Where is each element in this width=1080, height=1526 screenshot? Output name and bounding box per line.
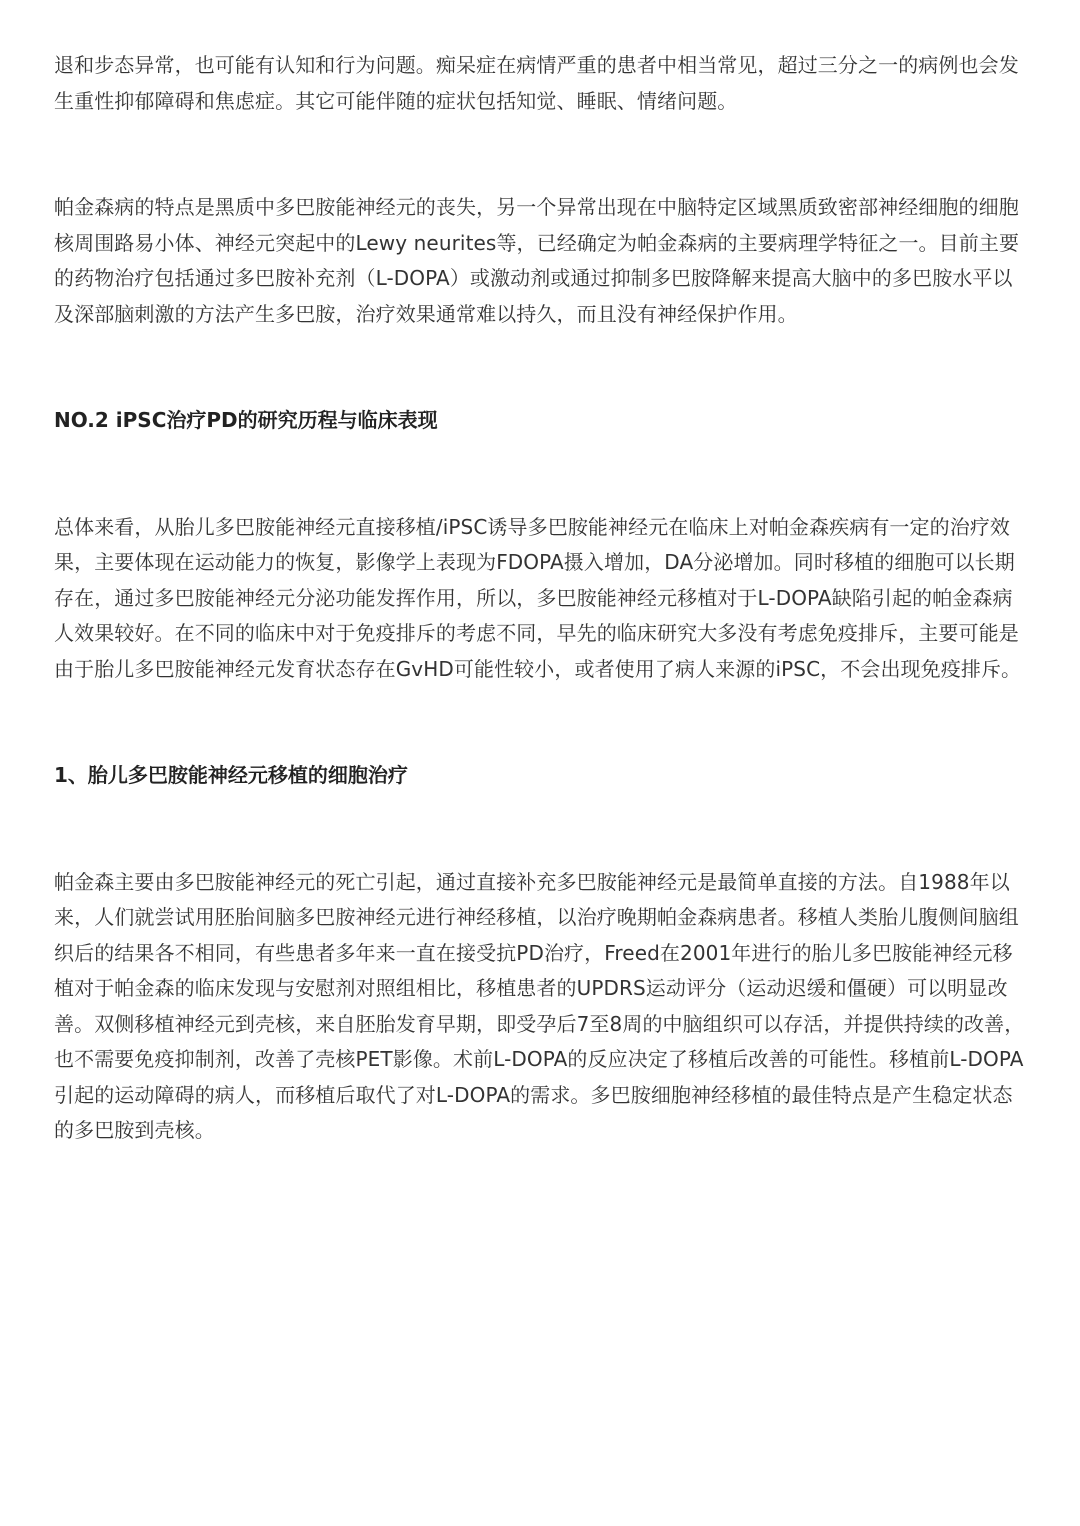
- section-heading-ipsc-history: NO.2 iPSC治疗PD的研究历程与临床表现: [54, 408, 438, 432]
- paragraph-spacer: [54, 119, 1030, 190]
- paragraph-pathology: 帕金森病的特点是黑质中多巴胺能神经元的丧失，另一个异常出现在中脑特定区域黑质致密部神经细胞的细胞核周围路易小体、神经元突起中的Lewy neurites等，已经确定为帕金森病的主要病理学特征之一。目前主要的药物治疗包括通过多巴胺补充剂（L-DOPA）或激动剂或通过抑制多巴胺降解来提高大脑中的多巴胺水平以及深部脑刺激的方法产生多巴胺，治疗效果通常难以持久，而且没有神经保护作用。: [54, 195, 1020, 326]
- paragraph-spacer: [54, 439, 1030, 510]
- paragraph-spacer: [54, 332, 1030, 403]
- paragraph-spacer: [54, 794, 1030, 865]
- paragraph-spacer: [54, 687, 1030, 758]
- paragraph-overview: 总体来看，从胎儿多巴胺能神经元直接移植/iPSC诱导多巴胺能神经元在临床上对帕金森疾病有一定的治疗效果，主要体现在运动能力的恢复，影像学上表现为FDOPA摄入增加，DA分泌增加。同时移植的细胞可以长期存在，通过多巴胺能神经元分泌功能发挥作用，所以，多巴胺能神经元移植对于L-DOPA缺陷引起的帕金森病人效果较好。在不同的临床中对于免疫排斥的考虑不同，早先的临床研究大多没有考虑免疫排斥，主要可能是由于胎儿多巴胺能神经元发育状态存在GvHD可能性较小，或者使用了病人来源的iPSC，不会出现免疫排斥。: [54, 514, 1022, 681]
- paragraph-symptoms: 退和步态异常，也可能有认知和行为问题。痴呆症在病情严重的患者中相当常见，超过三分之一的病例也会发生重性抑郁障碍和焦虑症。其它可能伴随的症状包括知觉、睡眠、情绪问题。: [54, 53, 1019, 113]
- subsection-heading-fetal-transplant: 1、胎儿多巴胺能神经元移植的细胞治疗: [54, 763, 408, 787]
- article-body: [54, 48, 1030, 1149]
- paragraph-fetal-transplant: 帕金森主要由多巴胺能神经元的死亡引起，通过直接补充多巴胺能神经元是最简单直接的方法。自1988年以来，人们就尝试用胚胎间脑多巴胺神经元进行神经移植，以治疗晚期帕金森病患者。移植人类胎儿腹侧间脑组织后的结果各不相同，有些患者多年来一直在接受抗PD治疗，Freed在2001年进行的胎儿多巴胺能神经元移植对于帕金森的临床发现与安慰剂对照组相比，移植患者的UPDRS运动评分（运动迟缓和僵硬）可以明显改善。双侧移植神经元到壳核，来自胚胎发育早期，即受孕后7至8周的中脑组织可以存活，并提供持续的改善，也不需要免疫抑制剂，改善了壳核PET影像。术前L-DOPA的反应决定了移植后改善的可能性。移植前L-DOPA引起的运动障碍的病人，而移植后取代了对L-DOPA的需求。多巴胺细胞神经移植的最佳特点是产生稳定状态的多巴胺到壳核。: [54, 869, 1025, 1142]
